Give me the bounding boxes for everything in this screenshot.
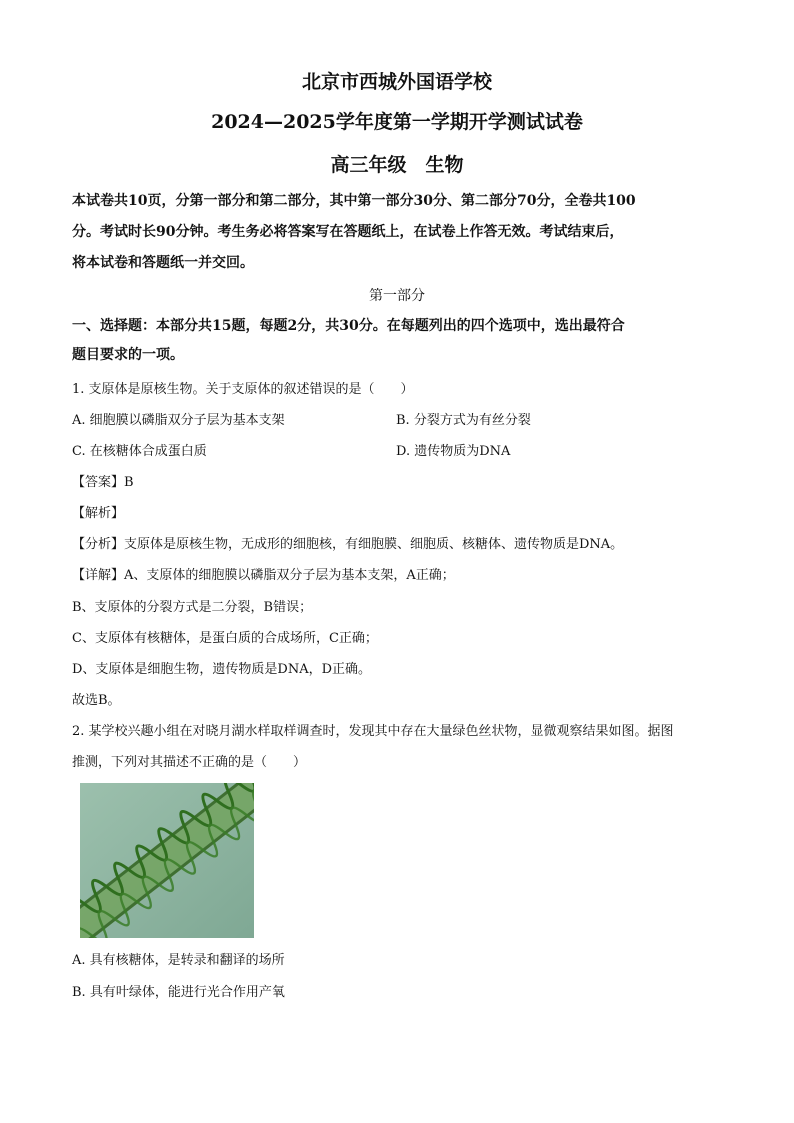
q1-option-a: A. 细胞膜以磷脂双分子层为基本支架 xyxy=(72,413,285,428)
q2-stem-line: 推测，下列对其描述不正确的是（ ） xyxy=(72,755,307,770)
q1-detail-line: 【详解】A、支原体的细胞膜以磷脂双分子层为基本支架，A正确； xyxy=(72,568,455,583)
q1-option-d: D. 遗传物质为DNA xyxy=(396,444,511,459)
q1-detail-line: C、支原体有核糖体，是蛋白质的合成场所，C正确； xyxy=(72,631,378,646)
school-title: 北京市西城外国语学校 xyxy=(301,71,492,93)
section-heading-line: 题目要求的一项。 xyxy=(72,347,184,363)
section-title: 第一部分 xyxy=(369,288,425,304)
section-heading-line: 一、选择题：本部分共15题，每题2分，共30分。在每题列出的四个选项中，选出最符合 xyxy=(72,318,625,334)
q2-option-b: B. 具有叶绿体，能进行光合作用产氧 xyxy=(72,985,285,1000)
section-heading xyxy=(72,312,732,370)
q1-answer: 【答案】B xyxy=(72,475,134,490)
q1-detail-line: B、支原体的分裂方式是二分裂，B错误； xyxy=(72,600,313,615)
q1-stem: 1. 支原体是原核生物。关于支原体的叙述错误的是（ ） xyxy=(72,382,414,397)
q1-detail-line: D、支原体是细胞生物，遗传物质是DNA，D正确。 xyxy=(72,662,372,677)
q2-option-a: A. 具有核糖体，是转录和翻译的场所 xyxy=(72,953,285,968)
q1-option-c: C. 在核糖体合成蛋白质 xyxy=(72,444,207,459)
exam-instructions xyxy=(72,186,722,279)
instruction-line: 将本试卷和答题纸一并交回。 xyxy=(72,255,254,271)
spirogyra-micrograph-icon xyxy=(80,783,254,938)
exam-title: 2024—2025学年度第一学期开学测试试卷 xyxy=(211,111,583,133)
micrograph-image xyxy=(80,783,254,938)
instruction-line: 分。考试时长90分钟。考生务必将答案写在答题纸上，在试卷上作答无效。考试结束后， xyxy=(72,224,624,240)
q1-option-b: B. 分裂方式为有丝分裂 xyxy=(396,413,531,428)
q2-stem-line: 2. 某学校兴趣小组在对晓月湖水样取样调查时，发现其中存在大量绿色丝状物，显微观察结果如图。据图 xyxy=(72,724,674,739)
q1-analysis: 【分析】支原体是原核生物，无成形的细胞核，有细胞膜、细胞质、核糖体、遗传物质是DNA。 xyxy=(72,537,624,552)
q1-analysis-label: 【解析】 xyxy=(72,506,125,521)
subject-title: 高三年级 生物 xyxy=(330,154,464,176)
instruction-line: 本试卷共10页，分第一部分和第二部分，其中第一部分30分、第二部分70分，全卷共100 xyxy=(72,193,636,209)
q1-conclusion: 故选B。 xyxy=(72,693,121,708)
